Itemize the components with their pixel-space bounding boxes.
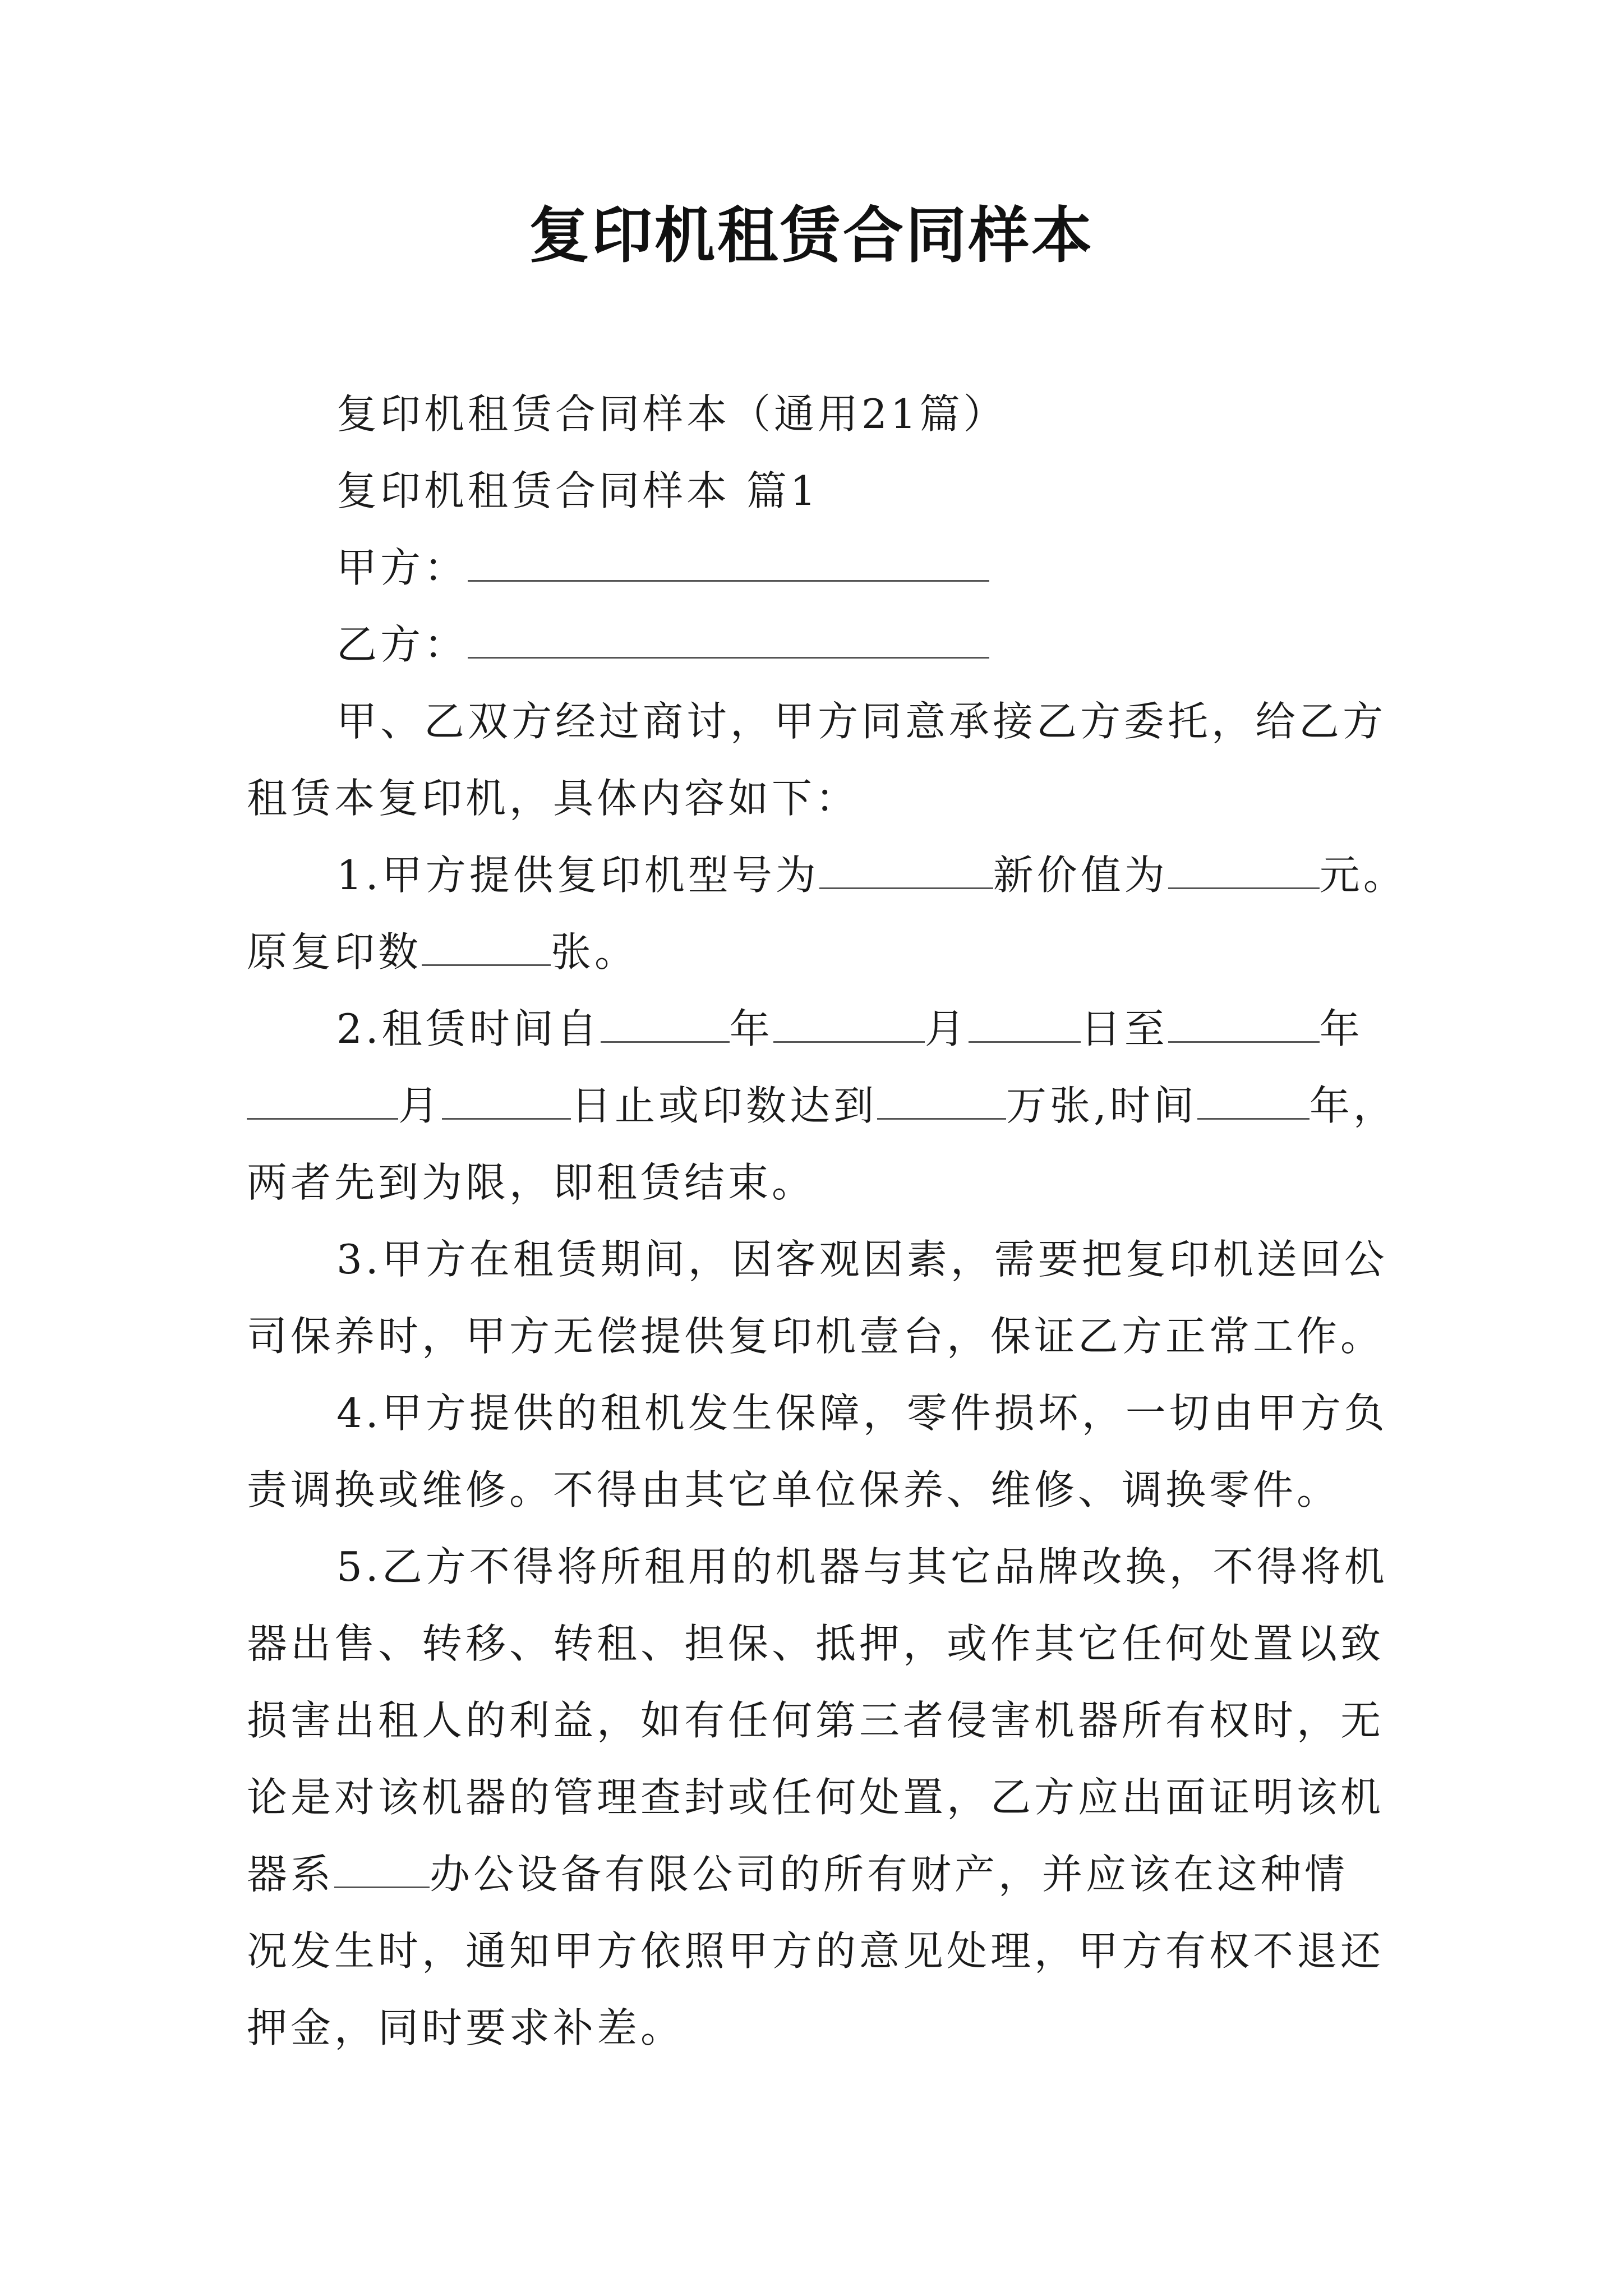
end-month-blank	[247, 1083, 398, 1120]
clause2-text-h: 万张,时间	[1006, 1082, 1197, 1129]
intro-line-2: 租赁本复印机，具体内容如下：	[247, 775, 860, 822]
clause2-line-2	[247, 1078, 1397, 1134]
clause5-line-4: 论是对该机器的管理查封或任何处置，乙方应出面证明该机	[247, 1774, 1385, 1821]
clause5-line-7: 押金，同时要求补差。	[247, 2004, 685, 2051]
clause5-line-3: 损害出租人的利益，如有任何第三者侵害机器所有权时，无	[247, 1697, 1385, 1744]
clause2-text-i: 年，	[1309, 1082, 1397, 1129]
clause2-text-g: 日止或印数达到	[571, 1082, 878, 1129]
company-blank	[334, 1852, 430, 1888]
document-title: 复印机租赁合同样本	[528, 200, 1094, 271]
party-a-label: 甲方：	[336, 544, 468, 591]
start-month-blank	[773, 1006, 925, 1043]
clause2-text-f: 月	[398, 1082, 442, 1129]
section-heading: 复印机租赁合同样本 篇1	[336, 467, 819, 514]
party-a-line	[336, 540, 989, 596]
clause2-text-d: 日至	[1080, 1005, 1168, 1052]
clause4-line-1: 4.甲方提供的租机发生保障，零件损坏，一切由甲方负	[336, 1389, 1388, 1437]
model-blank	[819, 853, 993, 889]
clause3-line-1: 3.甲方在租赁期间，因客观因素，需要把复印机送回公	[336, 1236, 1388, 1283]
clause2-text-e: 年	[1319, 1005, 1363, 1052]
clause5-text-b: 办公设备有限公司的所有财产，并应该在这种情	[430, 1851, 1349, 1898]
print-count-blank	[877, 1083, 1006, 1120]
start-year-blank	[601, 1006, 730, 1043]
party-b-line	[336, 616, 989, 673]
clause3-line-2: 司保养时，甲方无偿提供复印机壹台，保证乙方正常工作。	[247, 1313, 1385, 1360]
clause2-text-a: 2.租赁时间自	[336, 1005, 601, 1052]
copy-count-blank	[422, 930, 551, 966]
party-a-blank	[468, 545, 989, 582]
clause2-line-3: 两者先到为限，即租赁结束。	[247, 1159, 816, 1206]
party-b-blank	[468, 622, 989, 659]
clause2-text-b: 年	[729, 1005, 773, 1052]
clause1-line-2	[247, 924, 638, 980]
clause2-text-c: 月	[924, 1005, 969, 1052]
value-blank	[1168, 853, 1320, 889]
end-year-blank	[1168, 1006, 1320, 1043]
clause1-text-b: 新价值为	[993, 852, 1168, 899]
clause5-text-a: 器系	[247, 1851, 335, 1898]
document-subtitle: 复印机租赁合同样本（通用21篇）	[336, 390, 1007, 438]
clause1-text-d: 原复印数	[247, 928, 422, 976]
clause5-line-1: 5.乙方不得将所租用的机器与其它品牌改换，不得将机	[336, 1543, 1388, 1590]
clause1-text-a: 1.甲方提供复印机型号为	[336, 852, 819, 899]
duration-blank	[1197, 1083, 1310, 1120]
clause1-text-e: 张。	[551, 928, 639, 976]
clause1-text-c: 元。	[1319, 852, 1407, 899]
clause1-line-1	[336, 847, 1407, 903]
clause5-line-2: 器出售、转移、转租、担保、抵押，或作其它任何处置以致	[247, 1620, 1385, 1667]
clause5-line-5	[247, 1846, 1348, 1902]
start-day-blank	[969, 1006, 1081, 1043]
end-day-blank	[442, 1083, 571, 1120]
clause2-line-1	[336, 1001, 1363, 1057]
party-b-label: 乙方：	[336, 621, 468, 668]
clause4-line-2: 责调换或维修。不得由其它单位保养、维修、调换零件。	[247, 1466, 1341, 1513]
intro-line-1: 甲、乙双方经过商讨，甲方同意承接乙方委托，给乙方	[336, 698, 1387, 745]
clause5-line-6: 况发生时，通知甲方依照甲方的意见处理，甲方有权不退还	[247, 1927, 1385, 1975]
